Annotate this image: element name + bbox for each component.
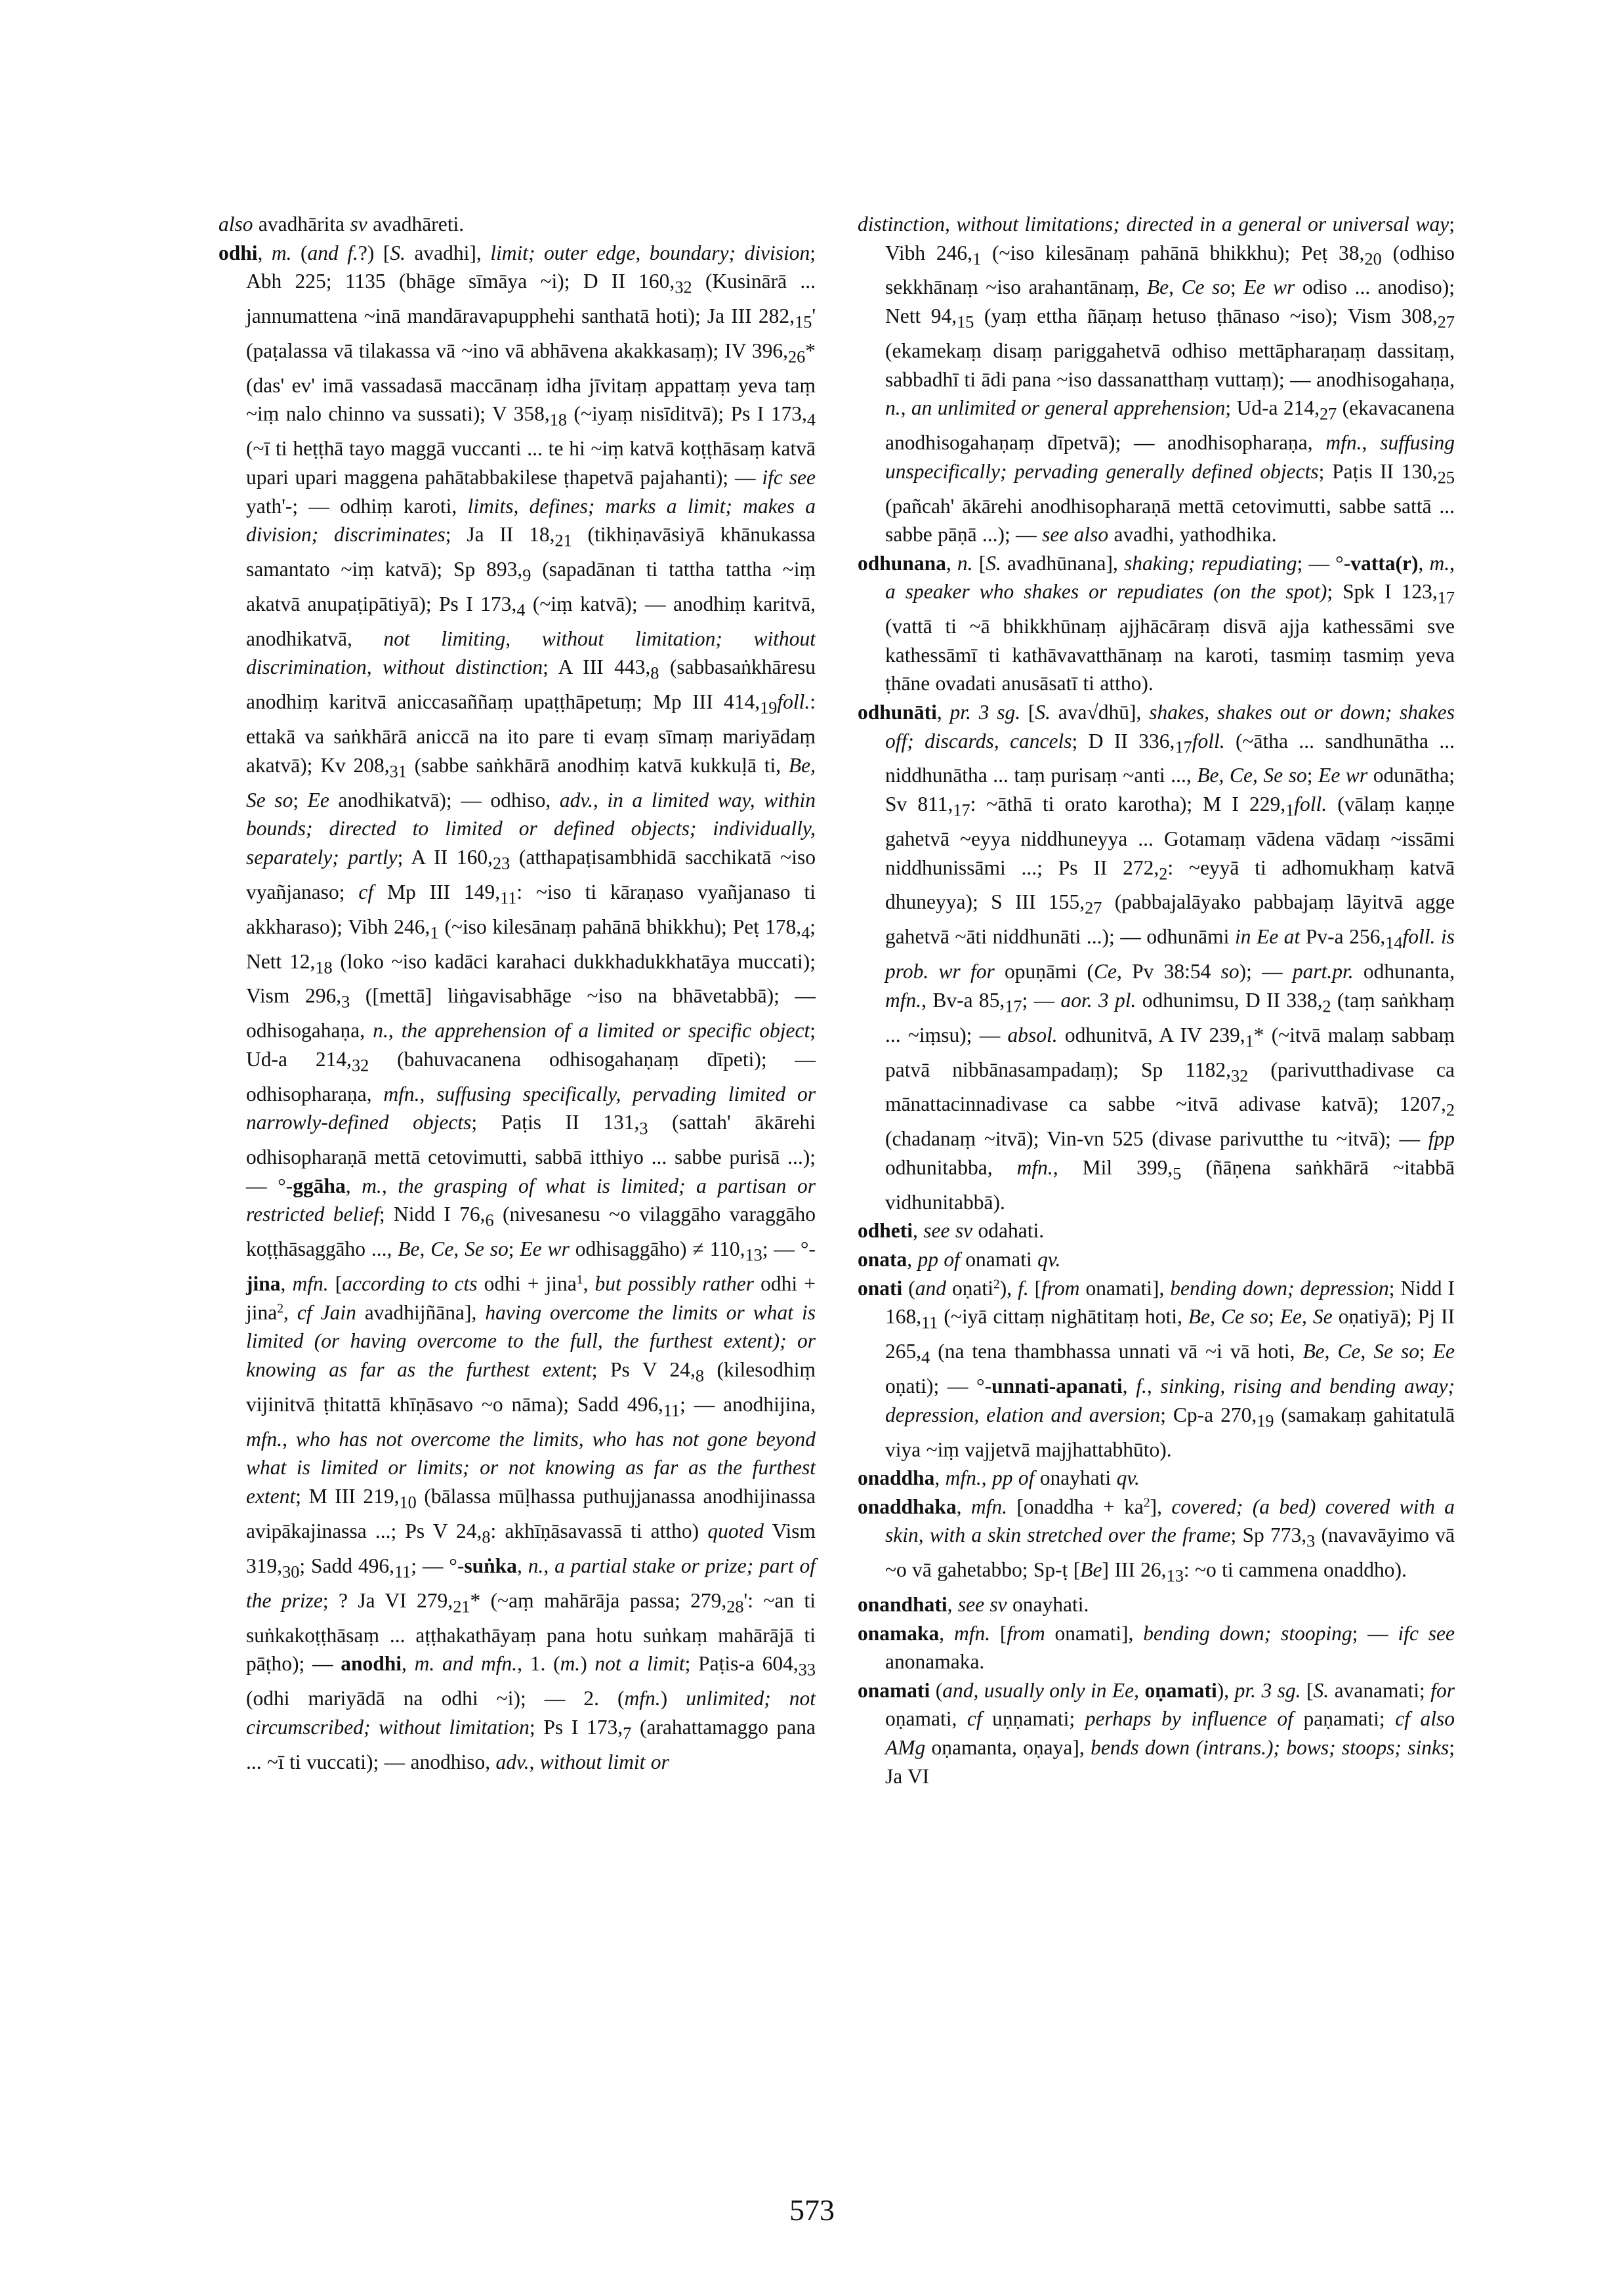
right-column — [858, 210, 1455, 1790]
dictionary-entry: onaddha, mfn., pp of onayhati qv. — [858, 1466, 1140, 1490]
dictionary-entry: onandhati, see sv onayhati. — [858, 1593, 1089, 1617]
dictionary-entry: onamaka, mfn. [from onamati], bending down; stooping; — ifc see anonamaka. — [858, 1621, 1455, 1674]
dictionary-entry: onaddhaka, mfn. [onaddha + $ka^2$], covered; (a bed) covered with a skin, with a skin stretched over the frame; Sp $773,_3$ (navavāyimo vā ~o vā gahetabbo; Sp-ṭ [Be] III $26,_{13}$: ~o ti cammena onaddho). — [858, 1495, 1455, 1586]
dictionary-entry: onamati (and, usually only in Ee, oṇamati), pr. 3 sg. [S. avanamati; for oṇamati, cf uṇṇamati; perhaps by influence of paṇamati; cf also AMg oṇamanta, oṇaya], bends down (intrans.); bows; stoops; sinks; Ja VI — [858, 1678, 1455, 1788]
dictionary-entry: also avadhārita sv avadhāreti. — [219, 213, 465, 236]
dictionary-entry: odheti, see sv odahati. — [858, 1219, 1045, 1243]
dictionary-entry: odhunana, n. [S. avadhūnana], shaking; repudiating; — °-vatta(r), m., a speaker who shakes or repudiates (on the spot); Spk I $123,_{17}$ (vattā ti ~ā bhikkhūnaṃ ajjhācāraṃ disvā ajja kathessāmi sve kathessāmī ti kathāvavatthānaṃ na karoti, tasmiṃ tasmiṃ yeva ṭhāne ovadati anusāsatī ti attho). — [858, 551, 1455, 695]
dictionary-entry: onati (and oṇati$^2$), f. [from onamati], bending down; depression; Nidd I $168,_{11}$ (~iyā cittaṃ nighātitaṃ hoti, Be, Ce so; Ee, Se oṇatiyā); Pj II $265,_4$ (na tena thambhassa unnati vā ~i vā hoti, Be, Ce, Se so; Ee oṇati); — °-unnati-apanati, f., sinking, rising and bending away; depression, elation and aversion; Cp-a $270,_{19}$ (samakaṃ gahitatulā viya ~iṃ vajjetvā majjhattabhūto). — [858, 1276, 1455, 1461]
page-number: 573 — [789, 2193, 835, 2227]
left-column — [219, 210, 816, 1776]
dictionary-entry: odhunāti, pr. 3 sg. [S. ava√dhū], shakes, shakes out or down; shakes off; discards, cancels; D II $336,_{17}foll$. (~ātha ... sandhunātha ... niddhunātha ... taṃ purisaṃ ~anti ..., Be, Ce, Se so; Ee wr odunātha; Sv $811,_{17}$: ~āthā ti orato karotha); M I $229,_1foll$. (vālaṃ kaṇṇe gahetvā ~eyya niddhuneyya ... Gotamaṃ vādena vādaṃ ~issāmi niddhunissāmi ...; Ps II $272,_2$: ~eyyā ti adhomukhaṃ katvā dhuneyya); S III $155,_{27}$ (pabbajalāyako pabbajaṃ lāyitvā agge gahetvā ~āti niddhunāti ...); — odhunāmi in Ee at Pv-a $256,_{14}foll$. is prob. wr for opuṇāmi (Ce, Pv 38:54 so); — part.pr. odhunanta, mfn., Bv-a $85,_{17}$; — aor. 3 pl. odhunimsu, D II $338,_2$ (taṃ saṅkhaṃ ... ~iṃsu); — absol. odhunitvā, A IV $239,_1*$ (~itvā malaṃ sabbaṃ patvā nibbānasampadaṃ); Sp $1182,_{32}$ (parivutthadivase ca mānattacinnadivase ca sabbe ~itvā adivase katvā); $1207,_2$ (chadanaṃ ~itvā); Vin-vn 525 (divase parivutthe tu ~itvā); — fpp odhunitabba, mfn., Mil $399,_5$ (ñāṇena saṅkhārā ~itabbā vidhunitabbā). — [858, 700, 1455, 1214]
dictionary-entry: onata, pp of onamati qv. — [858, 1248, 1061, 1272]
dictionary-entry: odhi, m. (and f.?) [S. avadhi], limit; outer edge, boundary; division; Abh 225; 1135 (bhāge sīmāya ~i); D II $160,_{32}$ (Kusinārā ... jannumattena ~inā mandāravapupphehi santhatā hoti); Ja III $282,_{15}'$ (paṭalassa vā tilakassa vā ~ino vā abhāvena akakkasaṃ); IV $396,_{26}*$ (das' ev' imā vassadasā maccānaṃ idha jīvitaṃ appattaṃ yeva taṃ ~iṃ nalo chinno va sussati); V $358,_{18}$ (~iyaṃ nisīditvā); Ps I $173,_4$ (~ī ti heṭṭhā tayo maggā vuccanti ... te hi ~iṃ katvā koṭṭhāsaṃ katvā upari upari maggena pahātabbakilese ṭhapetvā pajahanti); — ifc see yath'-; — odhiṃ karoti, limits, defines; marks a limit; makes a division; discriminates; Ja II $18,_{21}$ (tikhiṇavāsiyā khānukassa samantato ~iṃ katvā); Sp $893,_9$ (sapadānan ti tattha tattha ~iṃ akatvā anupaṭipātiyā); Ps I $173,_4$ (~iṃ katvā); — anodhiṃ karitvā, anodhikatvā, not limiting, without limitation; without discrimination, without distinction; A III $443,_8$ (sabbasaṅkhāresu anodhiṃ karitvā aniccasaññaṃ upaṭṭhāpetuṃ; Mp III $414,_{19}foll$.: ettakā va saṅkhārā aniccā na ito pare ti evaṃ sīmaṃ mariyādaṃ akatvā); Kv $208,_{31}$ (sabbe saṅkhārā anodhiṃ katvā kukkuḷā ti, Be, Se so; Ee anodhikatvā); — odhiso, adv., in a limited way, within bounds; directed to limited or defined objects; individually, separately; partly; A II $160,_{23}$ (atthapaṭisambhidā sacchikatā ~iso vyañjanaso; cf Mp III $149,_{11}$: ~iso ti kāraṇaso vyañjanaso ti akkharaso); Vibh $246,_1$ (~iso kilesānaṃ pahānā bhikkhu); Peṭ $178,_4$; Nett $12,_{18}$ (loko ~iso kadāci karahaci dukkhadukkhatāya muccati); Vism $296,_3$ ([mettā] liṅgavisabhāge ~iso na bhāvetabbā); — odhisogahaṇa, n., the apprehension of a limited or specific object; Ud-a $214,_{32}$ (bahuvacanena odhisogahaṇaṃ dīpeti); — odhisopharaṇa, mfn., suffusing specifically, pervading limited or narrowly-defined objects; Paṭis II $131,_3$ (sattah' ākārehi odhisopharaṇā mettā cetovimutti, sabbā itthiyo ... sabbe purisā ...); — °-ggāha, m., the grasping of what is limited; a partisan or restricted belief; Nidd I $76,_6$ (nivesanesu ~o vilaggāho varaggāho koṭṭhāsaggāho ..., Be, Ce, Se so; Ee wr odhisaggāho) ≠ $110,_{13}$; — °-jina, mfn. [according to cts odhi + jina$^1$, but possibly rather odhi + jina$^2$, cf Jain avadhijñāna], having overcome the limits or what is limited (or having overcome to the full, the furthest extent); or knowing as far as the furthest extent; Ps V $24,_8$ (kilesodhiṃ vijinitvā ṭhitattā khīṇāsavo ~o nāma); Sadd $496,_{11}$; — anodhijina, mfn., who has not overcome the limits, who has not gone beyond what is limited or limits; or not knowing as far as the furthest extent; M III $219,_{10}$ (bālassa mūḷhassa puthujjanassa anodhijinassa avipākajinassa ...; Ps V $24,_8$: akhīṇāsavassā ti attho) quoted Vism $319,_{30}$; Sadd $496,_{11}$; — °-suṅka, n., a partial stake or prize; part of the prize; ? Ja VI $279,_{21}*$ (~aṃ mahārāja passa; $279,_{28}'$: ~an ti suṅkakoṭṭhāsaṃ ... aṭṭhakathāyaṃ pana hotu suṅkaṃ mahārājā ti pāṭho); — anodhi, m. and mfn., 1. (m.) not a limit; Paṭis-a $604,_{33}$ (odhi mariyādā na odhi ~i); — 2. (mfn.) unlimited; not circumscribed; without limitation; Ps I $173,_7$ (arahattamaggo pana ... ~ī ti vuccati); — anodhiso, adv., without limit or — [219, 241, 816, 1773]
dictionary-entry: distinction, without limitations; directed in a general or universal way; Vibh $246,_1$ (~iso kilesānaṃ pahānā bhikkhu); Peṭ $38,_{20}$ (odhiso sekkhānaṃ ~iso arahantānaṃ, Be, Ce so; Ee wr odiso ... anodiso); Nett $94,_{15}$ (yaṃ ettha ñāṇaṃ hetuso ṭhānaso ~iso); Vism $308,_{27}$ (ekamekaṃ disaṃ pariggahetvā odhiso mettāpharaṇaṃ dassitaṃ, sabbadhī ti ādi pana ~iso dassanatthaṃ vuttaṃ); — anodhisogahaṇa, n., an unlimited or general apprehension; Ud-a $214,_{27}$ (ekavacanena anodhisogahaṇaṃ dīpetvā); — anodhisopharaṇa, mfn., suffusing unspecifically; pervading generally defined objects; Paṭis II $130,_{25}$ (pañcah' ākārehi anodhisopharaṇā mettā cetovimutti, sabbe sattā ... sabbe pāṇā ...); — see also avadhi, yathodhika. — [858, 213, 1455, 547]
